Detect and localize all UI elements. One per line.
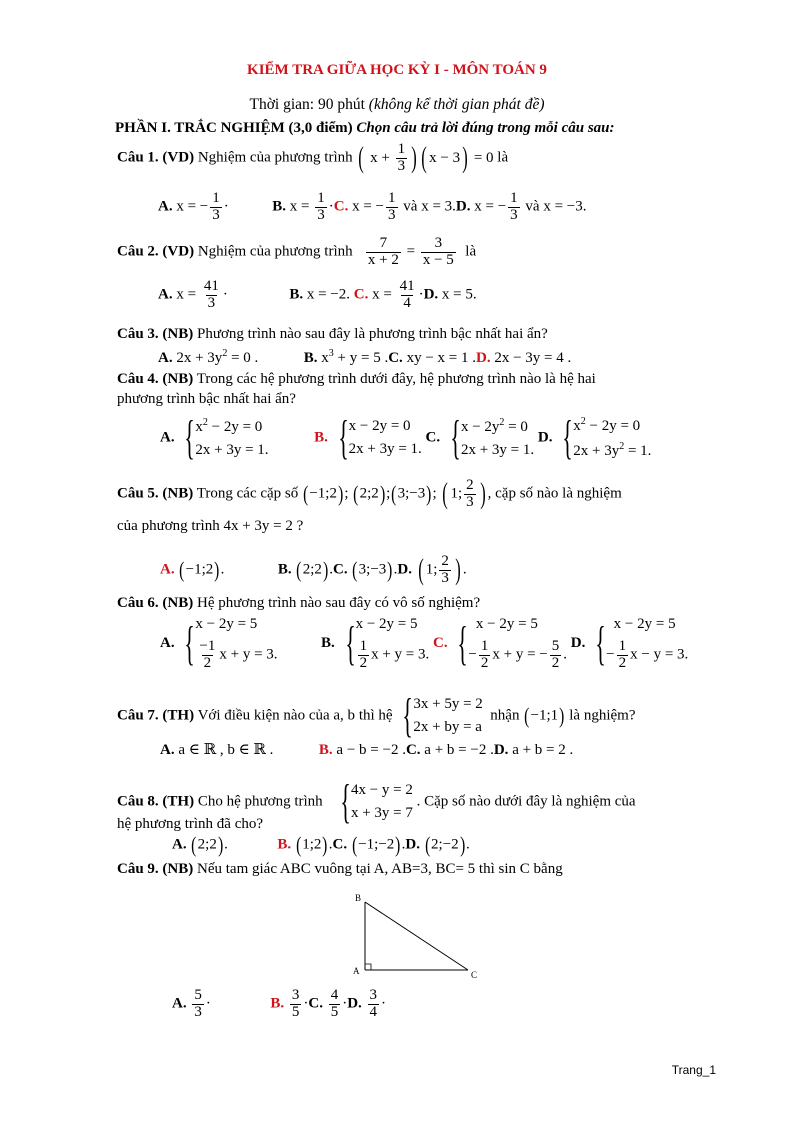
q8-option-a-label: A. bbox=[172, 836, 187, 853]
q3-option-d-label: D. bbox=[475, 350, 491, 366]
q9-option-a-label: A. bbox=[172, 995, 187, 1012]
q6-option-d-label: D. bbox=[570, 635, 586, 652]
q5-tail: , cặp số nào là nghiệm bbox=[487, 485, 622, 502]
q7-label: Câu 7. (TH) bbox=[117, 707, 195, 724]
q4-text: Trong các hệ phương trình dưới đây, hệ phương trình nào là hệ hai bbox=[193, 371, 596, 387]
q6-option-a-label: A. bbox=[160, 635, 175, 652]
q1-option-d-label: D. bbox=[455, 198, 471, 215]
q6-label: Câu 6. (NB) bbox=[117, 595, 194, 611]
q5-line2: của phương trình 4x + 3y = 2 ? bbox=[117, 518, 304, 534]
q4-label: Câu 4. (NB) bbox=[117, 371, 194, 387]
q6-options: A. { x − 2y = 5 $\frac{-1}{2}$ x + y = 3. B. { x − 2y = 5 $\frac{1}{2}$ x + y = 3. C. { x − 2y = 5 − $\frac{1}{2}$ x + y = − $\frac{5}{2}$ . D. { x − 2y = 5 − $\frac{1}{2}$ x − y = 3. bbox=[160, 616, 689, 671]
side-bc bbox=[365, 902, 468, 970]
q2-option-d-label: D. bbox=[423, 286, 439, 303]
question-6 bbox=[117, 595, 480, 612]
question-9: Câu 9. (NB) Nếu tam giác ABC vuông tại A, AB=3, BC= 5 thì sin C bằng bbox=[117, 861, 563, 877]
q7-option-a-label: A. bbox=[160, 742, 175, 758]
exam-duration bbox=[0, 96, 794, 114]
q1-options: A. x = − $\frac{1}{3}$ · B. x = $\frac{1}{3}$ ·C. x = − $\frac{1}{3}$ và x = 3.D. x = − $\frac{1}{3}$ và x = −3. bbox=[158, 190, 587, 223]
q9-option-b-label: B. bbox=[270, 995, 285, 1012]
q1-option-c-label: C. bbox=[333, 198, 349, 215]
q8-option-c-label: C. bbox=[332, 836, 348, 853]
question-8: Câu 8. (TH) Cho hệ phương trình { 4x − y = 2 x + 3y = 7 . Cặp số nào dưới đây là nghiệm của bbox=[117, 775, 636, 828]
duration-text: Thời gian: 90 phút bbox=[249, 96, 369, 113]
q7-option-b-label: B. bbox=[318, 742, 333, 758]
q2-label: Câu 2. (VD) bbox=[117, 243, 195, 260]
q1-label: Câu 1. (VD) bbox=[117, 149, 195, 166]
question-3 bbox=[117, 326, 548, 343]
q1-option-a-label: A. bbox=[158, 198, 173, 215]
q3-label: Câu 3. (NB) bbox=[117, 326, 194, 342]
vertex-a-label: A bbox=[353, 966, 360, 976]
q1-and-1: và bbox=[403, 198, 418, 215]
question-4 bbox=[117, 371, 596, 388]
q9-tail: bằng bbox=[533, 861, 563, 877]
q8-options: A. (2;2). B. (1;2).C. (−1;−2).D. (2;−2). bbox=[172, 832, 470, 857]
q7-option-d-label: D. bbox=[493, 742, 509, 758]
q2-option-a-label: A. bbox=[158, 286, 173, 303]
q2-option-c-label: C. bbox=[353, 286, 369, 303]
vertex-c-label: C bbox=[471, 970, 478, 980]
q9-option-d-label: D. bbox=[347, 995, 362, 1012]
q4-option-c-label: C. bbox=[425, 429, 441, 446]
q7-mid: thì hệ bbox=[358, 707, 393, 724]
q8-tail: . Cặp số nào dưới đây là nghiệm của bbox=[416, 793, 636, 810]
q9-option-c-label: C. bbox=[308, 995, 323, 1012]
q1-tail: là bbox=[493, 149, 509, 166]
q2-text: Nghiệm của phương trình bbox=[194, 243, 353, 260]
q1-equation: ( x + $\frac{1}{3}$ ) ( x − 3) = 0 bbox=[358, 141, 494, 175]
q8-option-d-label: D. bbox=[405, 836, 420, 853]
q9-options: A. $\frac{5}{3}$ · B. $\frac{3}{5}$ ·C. $\frac{4}{5}$ ·D. $\frac{3}{4}$ · bbox=[172, 987, 387, 1020]
q3-option-b-label: B. bbox=[303, 350, 318, 366]
q7-mid2: nhận bbox=[490, 707, 520, 724]
q3-option-c-label: C. bbox=[388, 350, 403, 366]
q4-option-b-label: B. bbox=[314, 429, 328, 446]
q9-label: Câu 9. (NB) bbox=[117, 861, 194, 877]
q1-and-2: và bbox=[525, 198, 540, 215]
question-1 bbox=[117, 142, 508, 175]
q5-text2: của phương trình bbox=[117, 518, 220, 534]
q7-option-c-label: C. bbox=[405, 742, 421, 758]
q5-option-a-label: A. bbox=[160, 561, 175, 578]
triangle-figure bbox=[350, 890, 490, 985]
q3-text: Phương trình nào sau đây là phương trình bậc nhất hai ẩn? bbox=[193, 326, 548, 342]
q7-text: Với điều kiện nào của bbox=[194, 707, 330, 724]
q9-text: Nếu tam giác ABC vuông tại A, AB=3, BC= 5 thì bbox=[193, 861, 495, 877]
question-5: Câu 5. (NB) Trong các cặp số (−1;2); (2;2);(3;−3); ( 1; $\frac{2}{3}$ ) , cặp số nào là nghiệm bbox=[117, 477, 622, 511]
q1-option-b-label: B. bbox=[272, 198, 287, 215]
q6-text: Hệ phương trình nào sau đây có vô số nghiệm? bbox=[193, 595, 481, 611]
q8-text: Cho hệ phương trình bbox=[194, 793, 323, 810]
q5-option-d-label: D. bbox=[397, 561, 412, 578]
duration-note: (không kể thời gian phát đề) bbox=[368, 96, 545, 113]
q3-option-a-label: A. bbox=[158, 350, 173, 366]
page-number: Trang_1 bbox=[671, 1063, 716, 1077]
question-2: Câu 2. (VD) Nghiệm của phương trình $\frac{7}{x + 2}$ = $\frac{3}{x - 5}$ là bbox=[117, 235, 477, 268]
q5-option-b-label: B. bbox=[277, 561, 292, 578]
q1-text: Nghiệm của phương trình bbox=[194, 149, 353, 166]
part1-heading bbox=[115, 120, 615, 137]
q5-label: Câu 5. (NB) bbox=[117, 485, 194, 502]
page-title: KIỂM TRA GIỮA HỌC KỲ I - MÔN TOÁN 9 bbox=[247, 62, 547, 78]
q4-text2: phương trình bậc nhất hai ẩn? bbox=[117, 391, 296, 407]
q5-text: Trong các cặp số bbox=[193, 485, 299, 502]
q4-option-d-label: D. bbox=[537, 429, 553, 446]
question-7: Câu 7. (TH) Với điều kiện nào của a, b thì hệ { 3x + 5y = 2 2x + by = a nhận (−1;1) là nghiệm? bbox=[117, 689, 636, 742]
q8-option-b-label: B. bbox=[277, 836, 292, 853]
q4-option-a-label: A. bbox=[160, 429, 175, 446]
right-angle-mark bbox=[365, 964, 371, 970]
q5-option-c-label: C. bbox=[332, 561, 348, 578]
part1-title: PHẦN I. TRẮC NGHIỆM (3,0 điểm) bbox=[115, 120, 357, 136]
q6-option-b-label: B. bbox=[321, 635, 335, 652]
q7-tail: là nghiệm? bbox=[569, 707, 636, 724]
vertex-b-label: B bbox=[355, 893, 362, 903]
q8-text2: hệ phương trình đã cho? bbox=[117, 816, 264, 832]
q4-options: A. { $x^2 - 2y = 0$ 2x + 3y = 1. B. { x − 2y = 0 2x + 3y = 1. C. { $x - 2y^2 = 0$ 2x + 3y = 1. D. { $x^2 - 2y = 0$ $2x + 3y^2 = 1$. bbox=[160, 411, 652, 464]
q2-options: A. x = $\frac{41}{3}$ · B. x = −2. C. x = $\frac{41}{4}$ ·D. x = 5. bbox=[158, 278, 477, 311]
q8-label: Câu 8. (TH) bbox=[117, 793, 195, 810]
q2-option-b-label: B. bbox=[289, 286, 304, 303]
q5-options: A. (−1;2). B. (2;2).C. (3;−3).D. ( 1; $\frac{2}{3}$ ) . bbox=[160, 553, 467, 587]
q7-options: A. a ∈ ℝ , b ∈ ℝ . B. a − b = −2 .C. a + b = −2 .D. a + b = 2 . bbox=[160, 742, 574, 758]
q6-option-c-label: C. bbox=[433, 635, 448, 652]
q3-options: A. $2x + 3y^2 = 0$ . B. $x^3 + y = 5$ .C. xy − x = 1 .D. 2x − 3y = 4 . bbox=[158, 348, 572, 366]
q2-tail: là bbox=[465, 243, 477, 260]
part1-instruction: Chọn câu trả lời đúng trong mỗi câu sau: bbox=[356, 120, 615, 136]
